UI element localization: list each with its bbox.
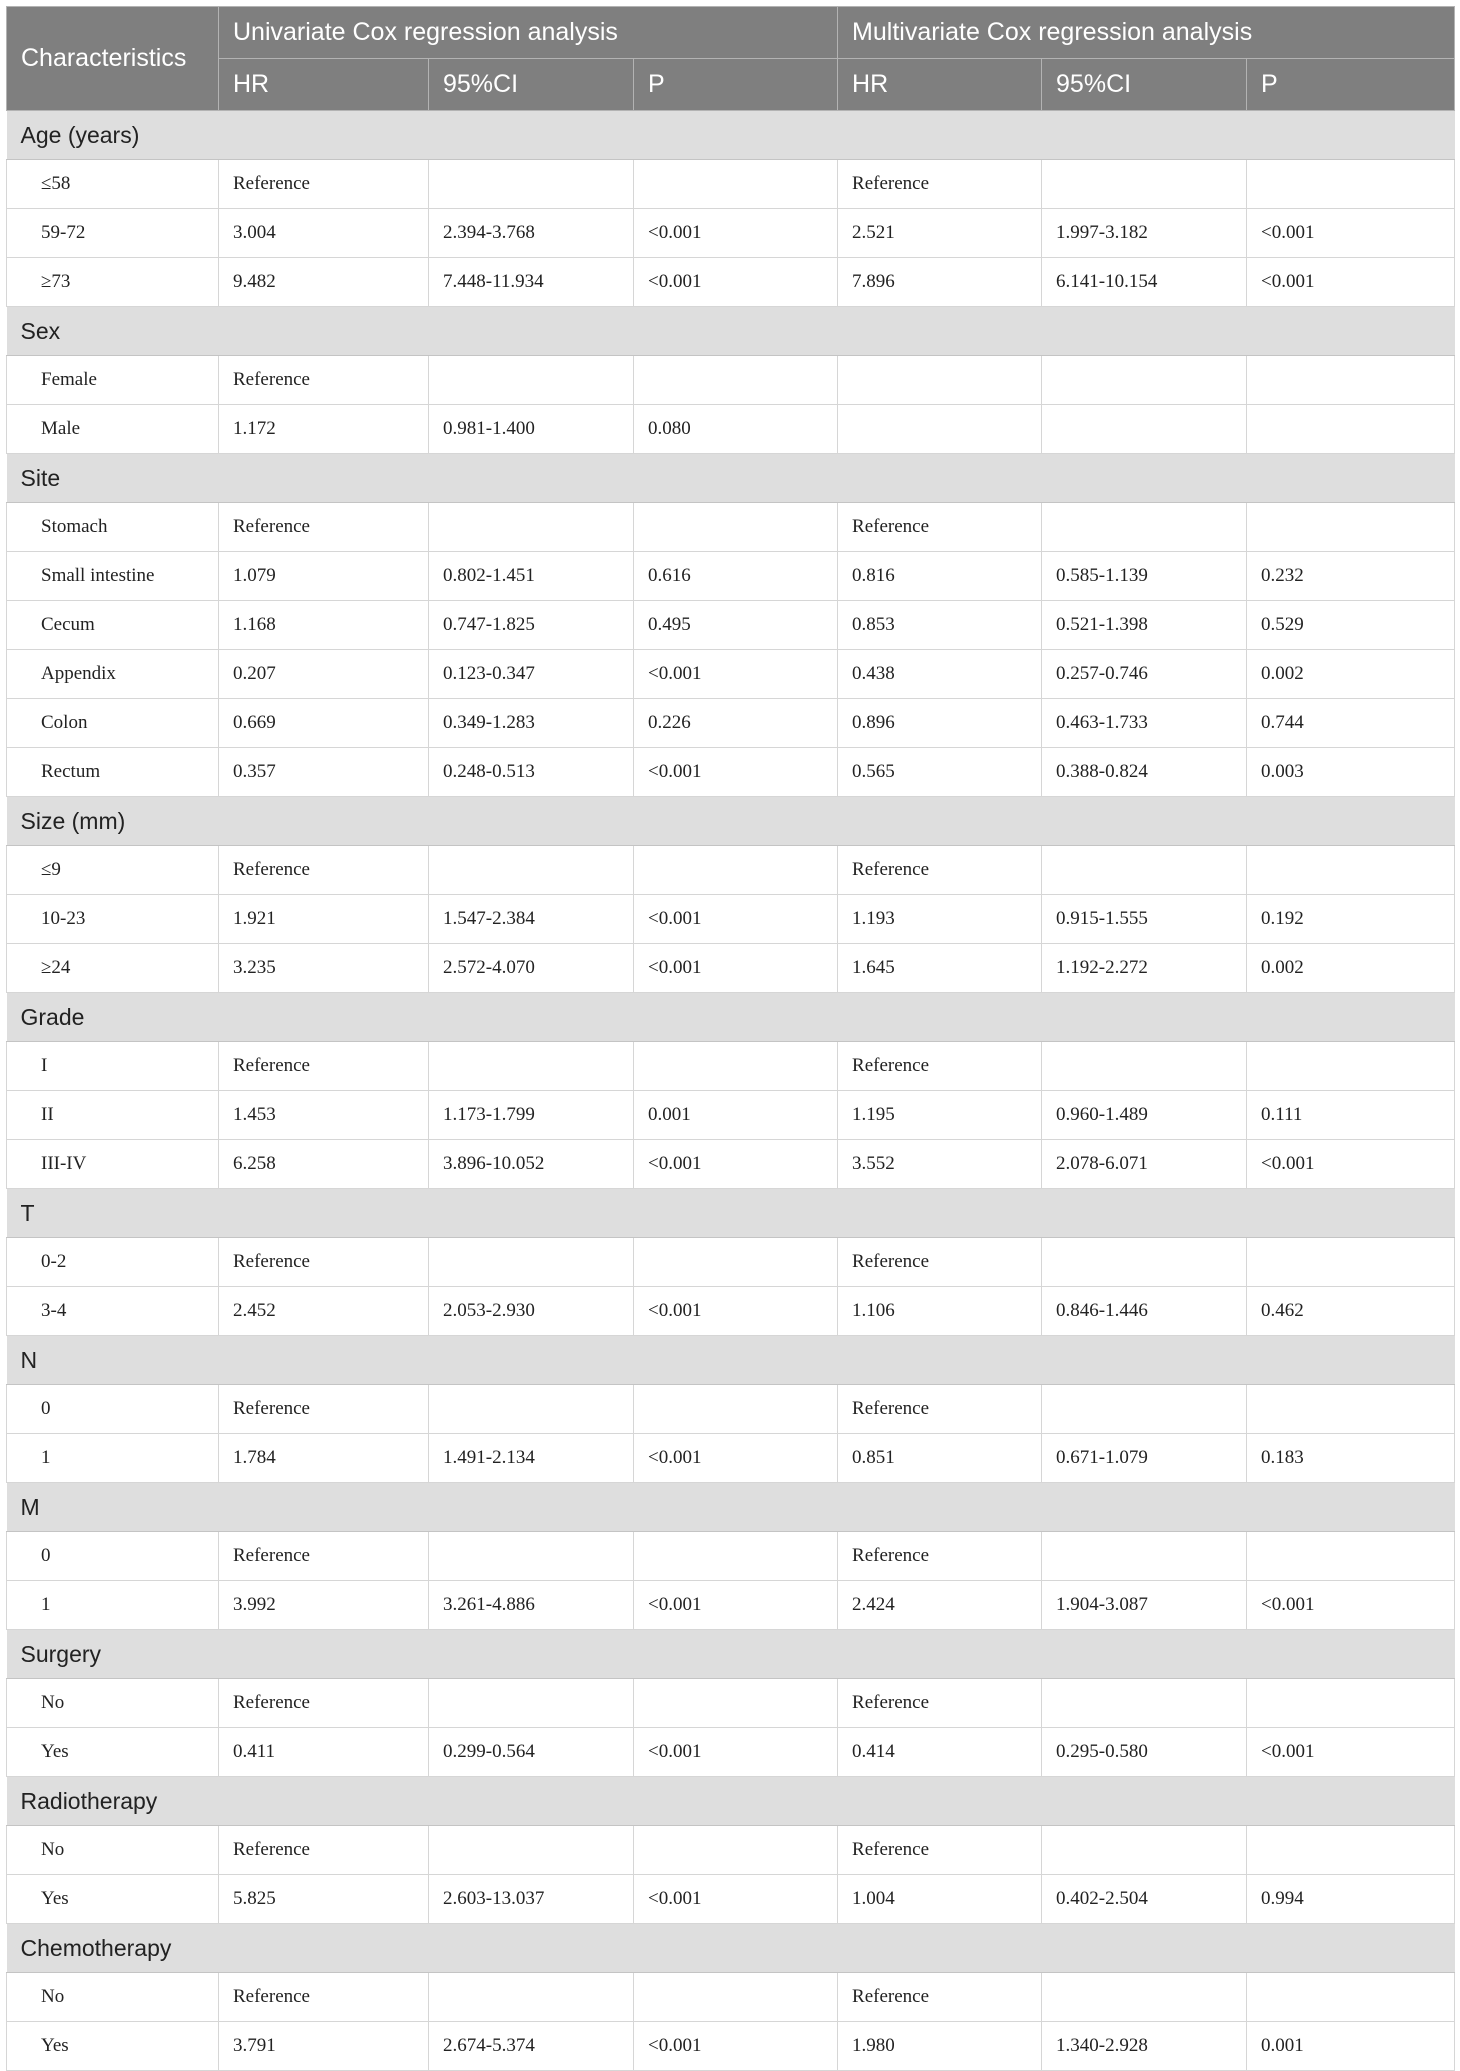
multivariate-ci-cell: 0.960-1.489 — [1042, 1091, 1247, 1140]
row-label-cell: Yes — [7, 1875, 219, 1924]
multivariate-hr-cell: 3.552 — [838, 1140, 1042, 1189]
group-label: Age (years) — [7, 111, 1455, 160]
univariate-hr-cell: 0.357 — [219, 748, 429, 797]
row-label-cell: No — [7, 1679, 219, 1728]
table-row — [7, 1287, 1455, 1336]
row-label-cell: Rectum — [7, 748, 219, 797]
table-row — [7, 356, 1455, 405]
table-row — [7, 160, 1455, 209]
multivariate-p-cell — [1247, 846, 1455, 895]
univariate-ci-cell — [429, 1826, 634, 1875]
multivariate-ci-cell: 6.141-10.154 — [1042, 258, 1247, 307]
multivariate-p-cell — [1247, 160, 1455, 209]
multivariate-ci-cell: 0.521-1.398 — [1042, 601, 1247, 650]
univariate-p-cell: <0.001 — [634, 258, 838, 307]
univariate-p-cell — [634, 1532, 838, 1581]
multivariate-ci-cell: 1.192-2.272 — [1042, 944, 1247, 993]
univariate-ci-cell: 2.394-3.768 — [429, 209, 634, 258]
row-label-cell: Yes — [7, 1728, 219, 1777]
univariate-p-cell: <0.001 — [634, 650, 838, 699]
univariate-ci-cell: 0.299-0.564 — [429, 1728, 634, 1777]
group-label: Sex — [7, 307, 1455, 356]
univariate-hr-cell: Reference — [219, 1826, 429, 1875]
header-univariate-ci: 95%CI — [429, 59, 634, 111]
group-header-row — [7, 454, 1455, 503]
multivariate-ci-cell — [1042, 846, 1247, 895]
univariate-ci-cell: 2.053-2.930 — [429, 1287, 634, 1336]
multivariate-p-cell: 0.183 — [1247, 1434, 1455, 1483]
multivariate-hr-cell: 1.193 — [838, 895, 1042, 944]
univariate-ci-cell: 0.123-0.347 — [429, 650, 634, 699]
multivariate-hr-cell: 0.816 — [838, 552, 1042, 601]
table-row — [7, 944, 1455, 993]
multivariate-hr-cell: Reference — [838, 1385, 1042, 1434]
univariate-ci-cell: 0.981-1.400 — [429, 405, 634, 454]
group-label: Site — [7, 454, 1455, 503]
univariate-p-cell: <0.001 — [634, 1287, 838, 1336]
multivariate-p-cell — [1247, 1238, 1455, 1287]
row-label-cell: III-IV — [7, 1140, 219, 1189]
univariate-hr-cell: Reference — [219, 356, 429, 405]
univariate-hr-cell: Reference — [219, 846, 429, 895]
group-label: T — [7, 1189, 1455, 1238]
multivariate-ci-cell — [1042, 160, 1247, 209]
group-label: Grade — [7, 993, 1455, 1042]
multivariate-p-cell: 0.111 — [1247, 1091, 1455, 1140]
row-label-cell: ≥73 — [7, 258, 219, 307]
multivariate-hr-cell: Reference — [838, 503, 1042, 552]
multivariate-ci-cell: 0.585-1.139 — [1042, 552, 1247, 601]
table-row — [7, 2022, 1455, 2071]
multivariate-p-cell: 0.462 — [1247, 1287, 1455, 1336]
group-header-row — [7, 1189, 1455, 1238]
header-multivariate: Multivariate Cox regression analysis — [838, 7, 1455, 59]
row-label-cell: 1 — [7, 1581, 219, 1630]
multivariate-ci-cell: 0.295-0.580 — [1042, 1728, 1247, 1777]
table-row — [7, 209, 1455, 258]
multivariate-ci-cell — [1042, 356, 1247, 405]
univariate-ci-cell — [429, 846, 634, 895]
univariate-ci-cell — [429, 1973, 634, 2022]
table-row — [7, 1238, 1455, 1287]
univariate-p-cell: 0.080 — [634, 405, 838, 454]
row-label-cell: 0 — [7, 1385, 219, 1434]
univariate-hr-cell: 1.921 — [219, 895, 429, 944]
row-label-cell: 0-2 — [7, 1238, 219, 1287]
univariate-hr-cell: 0.411 — [219, 1728, 429, 1777]
univariate-hr-cell: 6.258 — [219, 1140, 429, 1189]
multivariate-hr-cell: 0.853 — [838, 601, 1042, 650]
multivariate-ci-cell — [1042, 1826, 1247, 1875]
univariate-hr-cell: 1.453 — [219, 1091, 429, 1140]
multivariate-hr-cell: 7.896 — [838, 258, 1042, 307]
univariate-ci-cell — [429, 1238, 634, 1287]
univariate-p-cell — [634, 846, 838, 895]
univariate-hr-cell: Reference — [219, 1973, 429, 2022]
multivariate-hr-cell: 1.106 — [838, 1287, 1042, 1336]
univariate-p-cell — [634, 356, 838, 405]
univariate-p-cell — [634, 1826, 838, 1875]
multivariate-hr-cell: 1.645 — [838, 944, 1042, 993]
group-header-row — [7, 1336, 1455, 1385]
multivariate-p-cell: 0.529 — [1247, 601, 1455, 650]
univariate-ci-cell: 3.896-10.052 — [429, 1140, 634, 1189]
univariate-hr-cell: 0.669 — [219, 699, 429, 748]
header-multivariate-p: P — [1247, 59, 1455, 111]
multivariate-p-cell — [1247, 1042, 1455, 1091]
multivariate-ci-cell: 2.078-6.071 — [1042, 1140, 1247, 1189]
multivariate-p-cell: <0.001 — [1247, 258, 1455, 307]
row-label-cell: Cecum — [7, 601, 219, 650]
row-label-cell: Male — [7, 405, 219, 454]
group-header-row — [7, 1630, 1455, 1679]
univariate-ci-cell: 0.349-1.283 — [429, 699, 634, 748]
univariate-p-cell: <0.001 — [634, 748, 838, 797]
row-label-cell: 59-72 — [7, 209, 219, 258]
table-row — [7, 1532, 1455, 1581]
multivariate-hr-cell: 1.195 — [838, 1091, 1042, 1140]
univariate-p-cell: <0.001 — [634, 1140, 838, 1189]
multivariate-hr-cell: 0.851 — [838, 1434, 1042, 1483]
multivariate-hr-cell: Reference — [838, 1826, 1042, 1875]
multivariate-hr-cell: Reference — [838, 1042, 1042, 1091]
multivariate-hr-cell: 1.980 — [838, 2022, 1042, 2071]
univariate-hr-cell: Reference — [219, 1042, 429, 1091]
row-label-cell: No — [7, 1973, 219, 2022]
multivariate-ci-cell: 0.463-1.733 — [1042, 699, 1247, 748]
univariate-ci-cell: 2.572-4.070 — [429, 944, 634, 993]
univariate-ci-cell: 7.448-11.934 — [429, 258, 634, 307]
univariate-hr-cell: 3.992 — [219, 1581, 429, 1630]
univariate-ci-cell — [429, 356, 634, 405]
univariate-ci-cell: 1.547-2.384 — [429, 895, 634, 944]
group-label: Size (mm) — [7, 797, 1455, 846]
univariate-p-cell — [634, 1679, 838, 1728]
group-header-row — [7, 111, 1455, 160]
multivariate-ci-cell — [1042, 1042, 1247, 1091]
group-header-row — [7, 797, 1455, 846]
univariate-p-cell — [634, 1238, 838, 1287]
univariate-ci-cell: 2.603-13.037 — [429, 1875, 634, 1924]
group-header-row — [7, 1777, 1455, 1826]
row-label-cell: Small intestine — [7, 552, 219, 601]
univariate-hr-cell: Reference — [219, 1679, 429, 1728]
table-row — [7, 650, 1455, 699]
univariate-ci-cell: 0.802-1.451 — [429, 552, 634, 601]
table-row — [7, 1875, 1455, 1924]
table-row — [7, 699, 1455, 748]
table-row — [7, 1434, 1455, 1483]
group-header-row — [7, 1483, 1455, 1532]
univariate-hr-cell: 1.784 — [219, 1434, 429, 1483]
multivariate-p-cell: 0.001 — [1247, 2022, 1455, 2071]
multivariate-p-cell: 0.232 — [1247, 552, 1455, 601]
multivariate-p-cell: 0.002 — [1247, 944, 1455, 993]
univariate-hr-cell: 9.482 — [219, 258, 429, 307]
multivariate-ci-cell — [1042, 1385, 1247, 1434]
header-univariate: Univariate Cox regression analysis — [219, 7, 838, 59]
multivariate-p-cell: <0.001 — [1247, 1140, 1455, 1189]
multivariate-p-cell — [1247, 1826, 1455, 1875]
univariate-ci-cell: 0.248-0.513 — [429, 748, 634, 797]
table-row — [7, 601, 1455, 650]
multivariate-hr-cell: Reference — [838, 1973, 1042, 2022]
univariate-p-cell: <0.001 — [634, 1875, 838, 1924]
univariate-p-cell — [634, 503, 838, 552]
multivariate-hr-cell: Reference — [838, 1679, 1042, 1728]
row-label-cell: ≤9 — [7, 846, 219, 895]
multivariate-hr-cell: Reference — [838, 160, 1042, 209]
univariate-p-cell: <0.001 — [634, 1728, 838, 1777]
group-label: Surgery — [7, 1630, 1455, 1679]
header-univariate-hr: HR — [219, 59, 429, 111]
row-label-cell: 10-23 — [7, 895, 219, 944]
multivariate-p-cell: 0.744 — [1247, 699, 1455, 748]
multivariate-ci-cell: 1.340-2.928 — [1042, 2022, 1247, 2071]
table-row — [7, 1042, 1455, 1091]
row-label-cell: I — [7, 1042, 219, 1091]
univariate-ci-cell — [429, 1679, 634, 1728]
multivariate-p-cell: <0.001 — [1247, 1728, 1455, 1777]
univariate-ci-cell: 3.261-4.886 — [429, 1581, 634, 1630]
multivariate-ci-cell: 0.257-0.746 — [1042, 650, 1247, 699]
multivariate-hr-cell: 0.438 — [838, 650, 1042, 699]
univariate-ci-cell: 1.491-2.134 — [429, 1434, 634, 1483]
univariate-p-cell: 0.226 — [634, 699, 838, 748]
multivariate-p-cell: <0.001 — [1247, 1581, 1455, 1630]
header-multivariate-hr: HR — [838, 59, 1042, 111]
table-row — [7, 552, 1455, 601]
table-row — [7, 1091, 1455, 1140]
multivariate-ci-cell — [1042, 1238, 1247, 1287]
table-row — [7, 1385, 1455, 1434]
multivariate-p-cell — [1247, 503, 1455, 552]
group-label: N — [7, 1336, 1455, 1385]
table-row — [7, 846, 1455, 895]
univariate-hr-cell: 3.235 — [219, 944, 429, 993]
univariate-p-cell: <0.001 — [634, 944, 838, 993]
header-univariate-p: P — [634, 59, 838, 111]
univariate-hr-cell: 3.004 — [219, 209, 429, 258]
multivariate-hr-cell: Reference — [838, 846, 1042, 895]
univariate-hr-cell: Reference — [219, 160, 429, 209]
multivariate-p-cell — [1247, 356, 1455, 405]
table-row — [7, 1581, 1455, 1630]
header-multivariate-ci: 95%CI — [1042, 59, 1247, 111]
multivariate-ci-cell: 0.846-1.446 — [1042, 1287, 1247, 1336]
multivariate-hr-cell: 0.565 — [838, 748, 1042, 797]
univariate-p-cell: 0.495 — [634, 601, 838, 650]
multivariate-p-cell — [1247, 1973, 1455, 2022]
multivariate-ci-cell: 0.671-1.079 — [1042, 1434, 1247, 1483]
univariate-p-cell: 0.616 — [634, 552, 838, 601]
multivariate-ci-cell: 1.904-3.087 — [1042, 1581, 1247, 1630]
table-row — [7, 503, 1455, 552]
table-row — [7, 1728, 1455, 1777]
group-header-row — [7, 307, 1455, 356]
row-label-cell: 3-4 — [7, 1287, 219, 1336]
univariate-p-cell — [634, 1042, 838, 1091]
univariate-p-cell — [634, 1973, 838, 2022]
multivariate-hr-cell: Reference — [838, 1532, 1042, 1581]
univariate-hr-cell: Reference — [219, 1532, 429, 1581]
multivariate-hr-cell — [838, 356, 1042, 405]
univariate-ci-cell — [429, 1042, 634, 1091]
row-label-cell: II — [7, 1091, 219, 1140]
row-label-cell: Female — [7, 356, 219, 405]
row-label-cell: 1 — [7, 1434, 219, 1483]
row-label-cell: Colon — [7, 699, 219, 748]
table-row — [7, 258, 1455, 307]
group-header-row — [7, 1924, 1455, 1973]
table-row — [7, 1826, 1455, 1875]
multivariate-hr-cell: 0.896 — [838, 699, 1042, 748]
univariate-hr-cell: 1.079 — [219, 552, 429, 601]
multivariate-ci-cell — [1042, 1532, 1247, 1581]
multivariate-ci-cell — [1042, 503, 1247, 552]
table-row — [7, 1973, 1455, 2022]
univariate-hr-cell: Reference — [219, 1385, 429, 1434]
univariate-ci-cell — [429, 1532, 634, 1581]
table-row — [7, 748, 1455, 797]
multivariate-p-cell: 0.003 — [1247, 748, 1455, 797]
univariate-p-cell: <0.001 — [634, 1581, 838, 1630]
univariate-ci-cell — [429, 503, 634, 552]
multivariate-p-cell: 0.994 — [1247, 1875, 1455, 1924]
row-label-cell: Yes — [7, 2022, 219, 2071]
table-body — [7, 111, 1455, 2071]
group-label: Chemotherapy — [7, 1924, 1455, 1973]
univariate-hr-cell: 1.168 — [219, 601, 429, 650]
multivariate-ci-cell — [1042, 1973, 1247, 2022]
multivariate-p-cell — [1247, 1385, 1455, 1434]
univariate-hr-cell: 3.791 — [219, 2022, 429, 2071]
group-label: Radiotherapy — [7, 1777, 1455, 1826]
row-label-cell: ≥24 — [7, 944, 219, 993]
row-label-cell: Appendix — [7, 650, 219, 699]
univariate-hr-cell: 2.452 — [219, 1287, 429, 1336]
univariate-hr-cell: 5.825 — [219, 1875, 429, 1924]
univariate-hr-cell: Reference — [219, 503, 429, 552]
table-row — [7, 895, 1455, 944]
univariate-p-cell — [634, 1385, 838, 1434]
univariate-hr-cell: 1.172 — [219, 405, 429, 454]
univariate-ci-cell: 0.747-1.825 — [429, 601, 634, 650]
univariate-ci-cell: 2.674-5.374 — [429, 2022, 634, 2071]
multivariate-hr-cell: 1.004 — [838, 1875, 1042, 1924]
univariate-p-cell: <0.001 — [634, 1434, 838, 1483]
multivariate-p-cell: 0.002 — [1247, 650, 1455, 699]
row-label-cell: ≤58 — [7, 160, 219, 209]
multivariate-ci-cell: 0.402-2.504 — [1042, 1875, 1247, 1924]
univariate-ci-cell — [429, 1385, 634, 1434]
row-label-cell: Stomach — [7, 503, 219, 552]
group-header-row — [7, 993, 1455, 1042]
cox-regression-table-container — [6, 6, 1454, 2071]
multivariate-p-cell — [1247, 1679, 1455, 1728]
univariate-p-cell: <0.001 — [634, 209, 838, 258]
multivariate-hr-cell: 2.521 — [838, 209, 1042, 258]
multivariate-ci-cell — [1042, 1679, 1247, 1728]
table-header — [7, 7, 1455, 111]
multivariate-ci-cell: 0.915-1.555 — [1042, 895, 1247, 944]
table-row — [7, 405, 1455, 454]
row-label-cell: No — [7, 1826, 219, 1875]
multivariate-p-cell: <0.001 — [1247, 209, 1455, 258]
multivariate-hr-cell: Reference — [838, 1238, 1042, 1287]
group-label: M — [7, 1483, 1455, 1532]
univariate-p-cell: 0.001 — [634, 1091, 838, 1140]
multivariate-p-cell — [1247, 405, 1455, 454]
multivariate-p-cell — [1247, 1532, 1455, 1581]
univariate-hr-cell: Reference — [219, 1238, 429, 1287]
univariate-p-cell: <0.001 — [634, 2022, 838, 2071]
multivariate-p-cell: 0.192 — [1247, 895, 1455, 944]
multivariate-ci-cell: 0.388-0.824 — [1042, 748, 1247, 797]
univariate-p-cell: <0.001 — [634, 895, 838, 944]
univariate-p-cell — [634, 160, 838, 209]
table-row — [7, 1679, 1455, 1728]
header-characteristics: Characteristics — [7, 7, 219, 111]
multivariate-ci-cell — [1042, 405, 1247, 454]
univariate-ci-cell — [429, 160, 634, 209]
multivariate-hr-cell: 0.414 — [838, 1728, 1042, 1777]
table-row — [7, 1140, 1455, 1189]
univariate-hr-cell: 0.207 — [219, 650, 429, 699]
multivariate-hr-cell: 2.424 — [838, 1581, 1042, 1630]
multivariate-ci-cell: 1.997-3.182 — [1042, 209, 1247, 258]
row-label-cell: 0 — [7, 1532, 219, 1581]
univariate-ci-cell: 1.173-1.799 — [429, 1091, 634, 1140]
cox-regression-table — [6, 6, 1455, 2071]
multivariate-hr-cell — [838, 405, 1042, 454]
